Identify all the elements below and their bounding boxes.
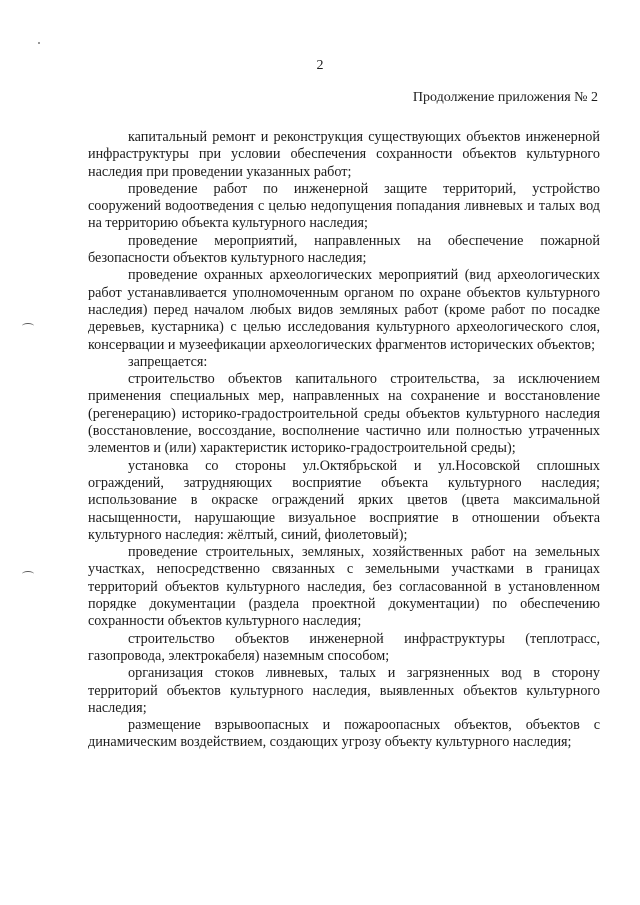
paragraph: проведение мероприятий, направленных на обеспечение пожарной безопасности объектов культурного наследия; <box>88 232 600 267</box>
paragraph: проведение работ по инженерной защите территорий, устройство сооружений водоотведения с целью недопущения попадания ливневых и талых вод на территорию объекта культурного наследия; <box>88 180 600 232</box>
paragraph: строительство объектов инженерной инфраструктуры (теплотрасс, газопровода, электрокабеля) наземным способом; <box>88 630 600 664</box>
scan-mark <box>22 323 34 329</box>
paragraph: запрещается: <box>128 353 208 370</box>
paragraph: проведение строительных, земляных, хозяйственных работ на земельных участках, непосредственно связанных с земельными участками в границах территорий объектов культурного наследия, без согласованной в установленном порядке документации (раздела проектной документации) по обеспечению сохранности объектов культурного наследия; <box>88 544 600 630</box>
paragraph: капитальный ремонт и реконструкция существующих объектов инженерной инфраструктуры при условии обеспечения сохранности объектов культурного наследия при проведении указанных работ; <box>88 129 600 180</box>
paragraph: проведение охранных археологических мероприятий (вид археологических работ устанавливается уполномоченным органом по охране объектов культурного наследия) перед началом любых видов земляных работ (кроме работ по посадке деревьев, кустарника) с целью исследования культурного археологического слоя, консервации и музеефикации археологических фрагментов исторических объектов; <box>88 267 600 353</box>
scan-speck <box>38 42 40 44</box>
paragraph: установка со стороны ул.Октябрьской и ул.Носовской сплошных ограждений, затрудняющих восприятие объекта культурного наследия; использование в окраске ограждений ярких цветов (цвета максимальной насыщенности, нарушающие визуальное восприятие в отношении объекта культурного наследия: жёлтый, синий, фиолетовый); <box>88 457 600 543</box>
paragraph: организация стоков ливневых, талых и загрязненных вод в сторону территорий объектов культурного наследия, выявленных объектов культурного наследия; <box>88 665 600 716</box>
document-body <box>88 129 600 752</box>
appendix-continuation-header: Продолжение приложения № 2 <box>412 90 598 105</box>
paragraph: строительство объектов капитального строительства, за исключением применения специальных мер, направленных на сохранение и восстановление (регенерацию) историко-градостроительной среды объектов культурного наследия (восстановление, воссоздание, восполнение частично или полностью утраченных элементов и (или) характеристик историко-градостроительной среды); <box>88 371 600 457</box>
paragraph: размещение взрывоопасных и пожароопасных объектов, объектов с динамическим воздействием, создающих угрозу объекту культурного наследия; <box>88 717 600 751</box>
scan-mark <box>22 571 34 577</box>
page-number: 2 <box>316 58 324 73</box>
